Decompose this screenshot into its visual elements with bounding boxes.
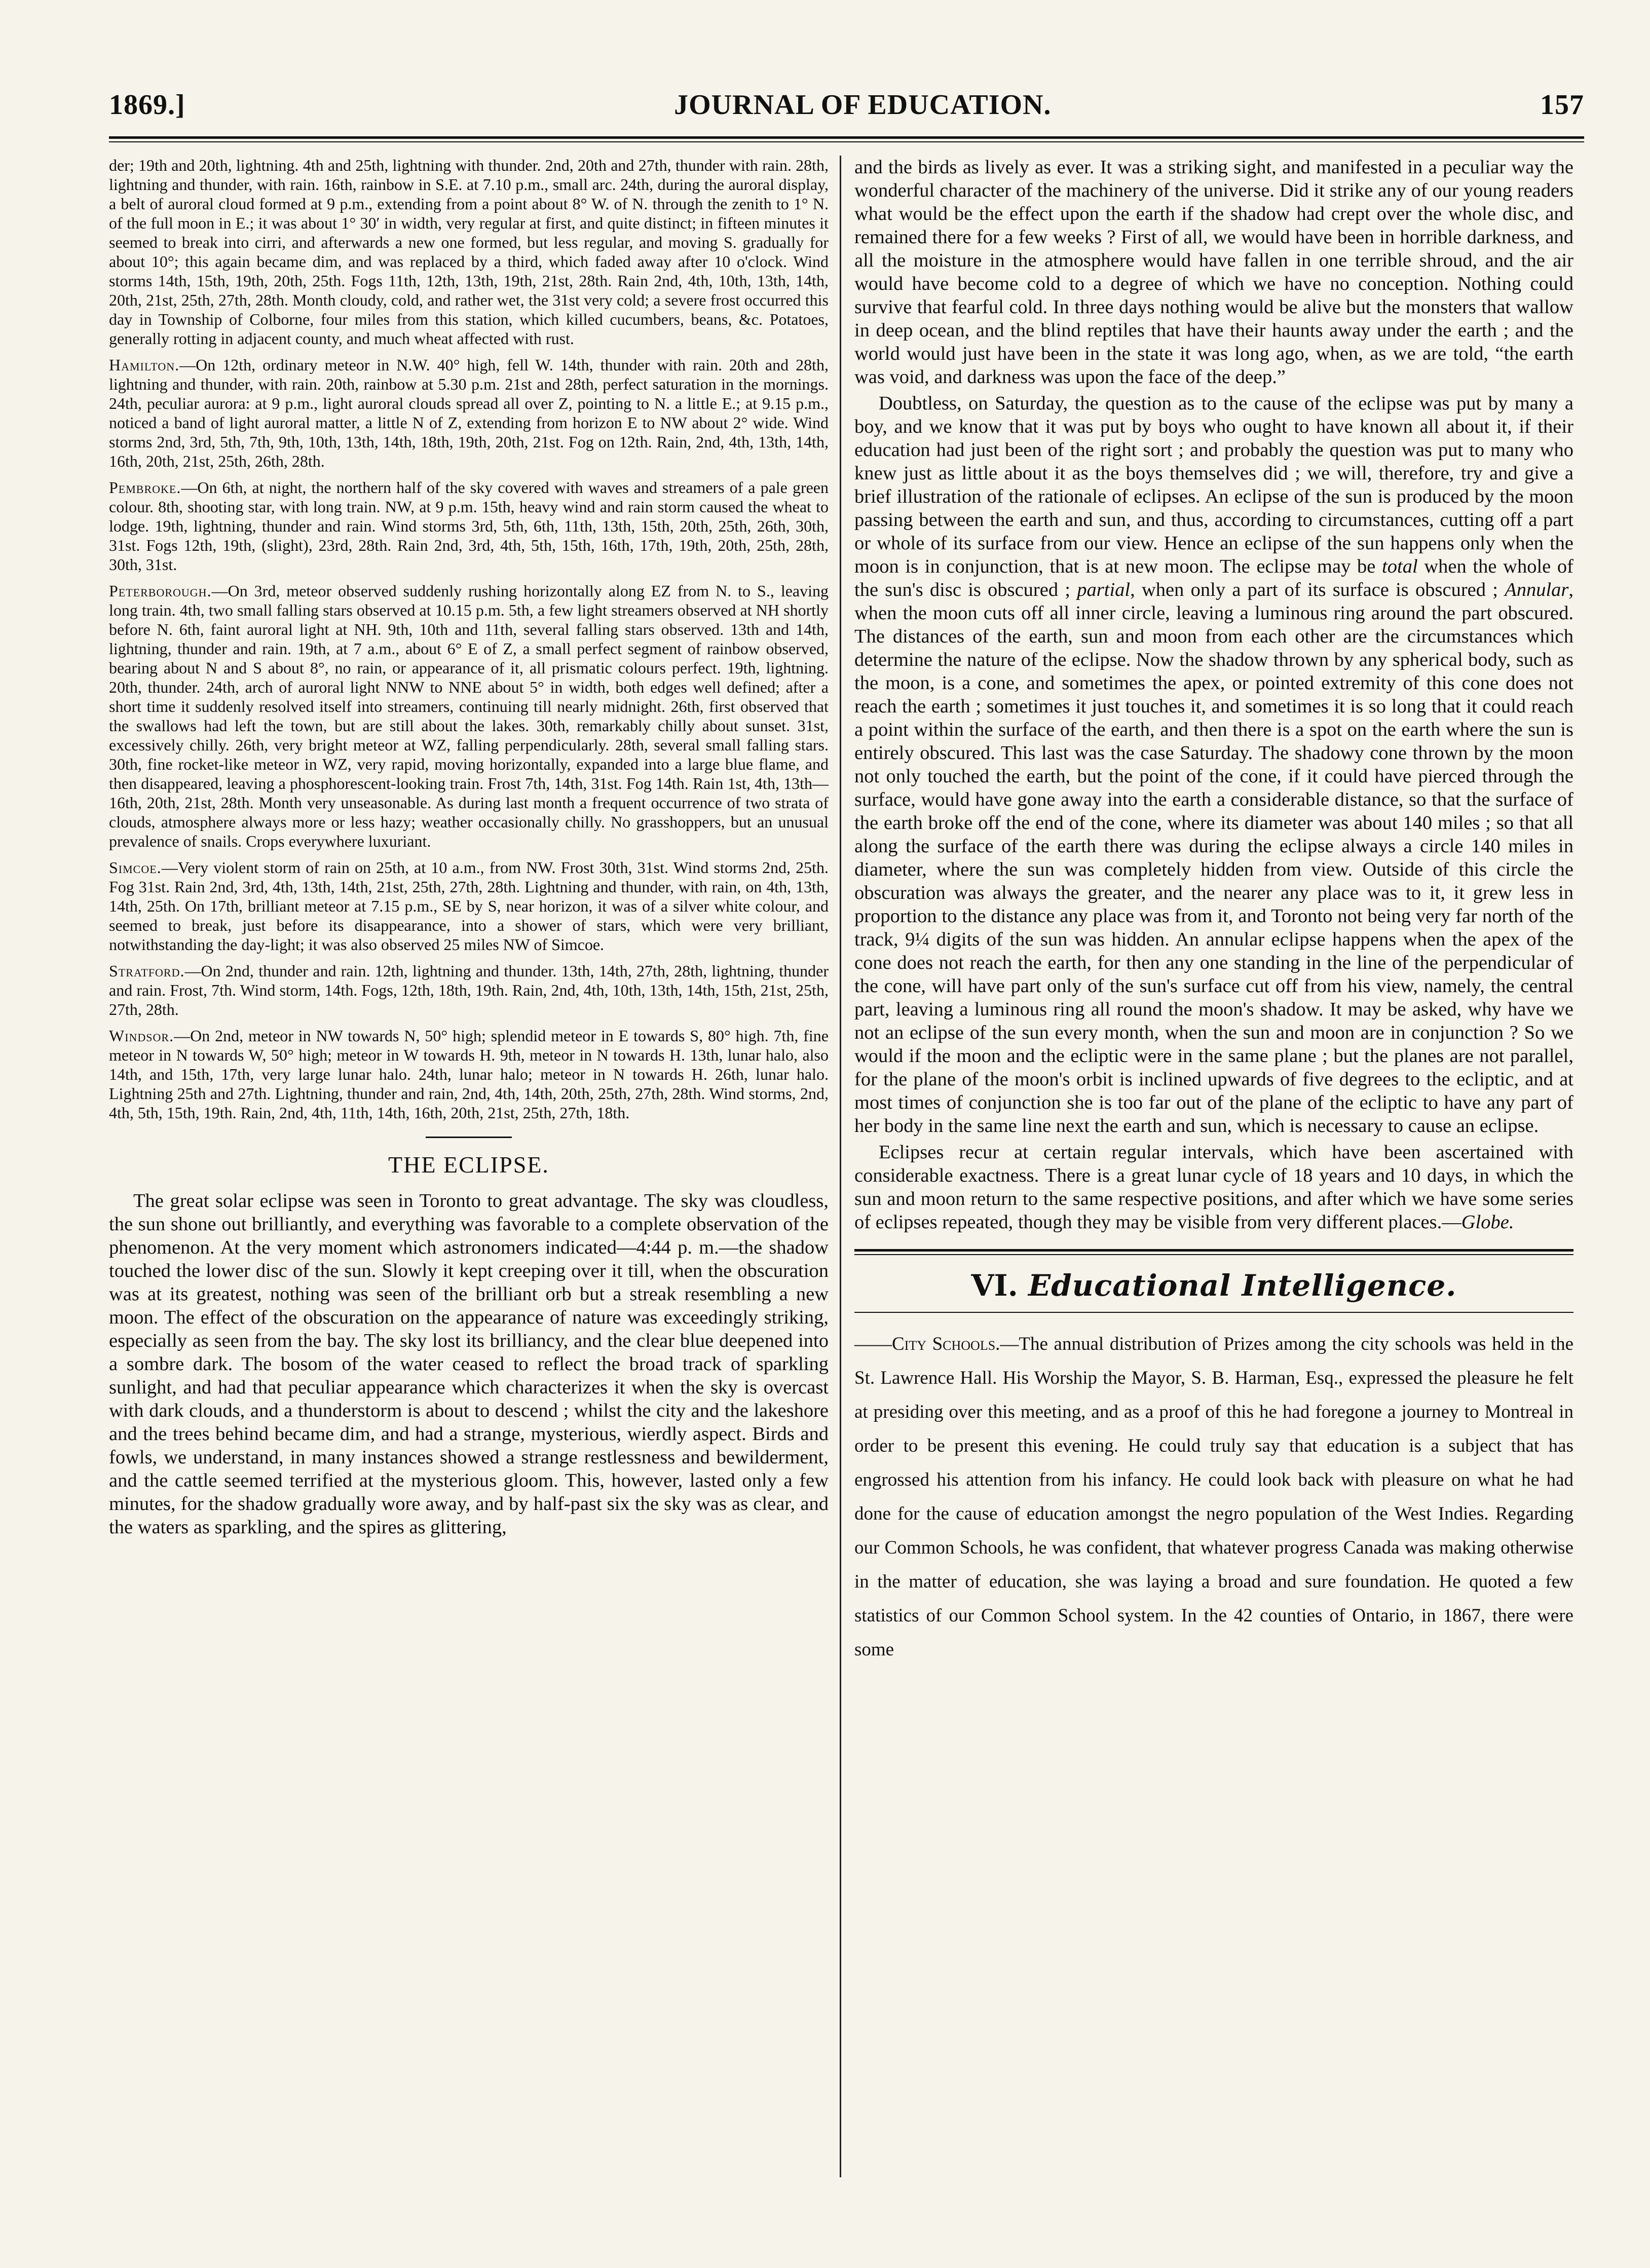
eclipse-source: Globe.	[1461, 1212, 1514, 1233]
eclipse-p2-part-b: when the whole of the sun's disc is obscured ;	[854, 556, 1573, 600]
eclipse-paragraph-1: The great solar eclipse was seen in Toronto to great advantage. The sky was cloudless, the sun shone out brilliantly, and everything was favorable to a complete observation of the phenomenon. At the very moment which astronomers indicated—4:44 p. m.—the shadow touched the lower disc of the sun. Slowly it kept creeping over it till, when the obscuration was at its greatest, nothing was seen of the brilliant orb but a streak resembling a new moon. The effect of the obscuration on the appearance of nature was exceedingly striking, especially as seen from the bay. The sky lost its brilliancy, and the clear blue deepened into a sombre dark. The bosom of the water ceased to reflect the broad track of sparkling sunlight, and had that peculiar appearance which characterizes it when the sky is overcast with dark clouds, and a thunderstorm is about to descend ; whilst the city and the lakeshore and the trees behind became dim, and had a strange, mysterious, wierdly aspect. Birds and fowls, we understand, in many instances showed a strange restlessness and bewilderment, and the cattle seemed terrified at the mysterious gloom. This, however, lasted only a few minutes, for the shadow gradually wore away, and by half-past six the sky was as clear, and the waters as sparkling, and the spires as glittering,	[109, 1190, 829, 1538]
eclipse-p2-part-c: , when only a part of its surface is obscured ;	[1130, 579, 1505, 600]
section-title: Educational Intelligence.	[1028, 1268, 1457, 1303]
eclipse-paragraph-continued: and the birds as lively as ever. It was a striking sight, and manifested in a peculiar way the wonderful character of the machinery of the universe. Did it strike any of our young readers what would be the effect upon the earth if the shadow had crept over the whole disc, and remained there for a few weeks ? First of all, we would have been in horrible darkness, and all the moisture in the atmosphere would have fallen in one terrible shroud, and the air would have become cold to a degree of which we have no conception. Nothing could survive that fearful cold. In three days nothing would be alive but the monsters that wallow in deep ocean, and the blind reptiles that have their haunts away under the earth ; and the world would just have been in the state it was long ago, when, as we are told, “the earth was void, and darkness was upon the face of the deep.”	[854, 157, 1573, 388]
eclipse-article-right	[854, 156, 1573, 1234]
left-column	[109, 156, 841, 2177]
report-pembroke-text: —On 6th, at night, the northern half of the sky covered with waves and streamers of a pale green colour. 8th, shooting star, with long train. NW, at 9 p.m. 15th, heavy wind and rain storm caused the wheat to lodge. 19th, lightning, thunder and rain. Wind storms 3rd, 5th, 6th, 11th, 13th, 15th, 20th, 25th, 26th, 30th, 31st. Fogs 12th, 19th, (slight), 23rd, 28th. Rain 2nd, 3rd, 4th, 5th, 15th, 16th, 17th, 19th, 20th, 25th, 28th, 30th, 31st.	[109, 478, 829, 574]
header-title: JOURNAL OF EDUCATION.	[674, 89, 1052, 121]
eclipse-paragraph-3	[854, 1141, 1573, 1234]
report-peterborough	[109, 581, 829, 851]
eclipse-term-total: total	[1382, 556, 1418, 577]
place-name-simcoe: Simcoe.	[109, 858, 162, 877]
two-column-body	[109, 156, 1584, 2177]
header-rule	[109, 136, 1584, 142]
report-pembroke	[109, 478, 829, 574]
report-windsor	[109, 1026, 829, 1122]
city-schools-lead: ——City Schools.	[854, 1334, 1000, 1354]
page-header	[109, 89, 1584, 129]
report-stratford	[109, 961, 829, 1019]
article-divider	[426, 1137, 512, 1138]
section-rule	[854, 1249, 1573, 1255]
report-hamilton-text: —On 12th, ordinary meteor in N.W. 40° high, fell W. 14th, thunder with rain. 20th and 28th, lightning and thunder, with rain. 20th, rainbow at 5.30 p.m. 21st and 28th, perfect saturation in the mornings. 24th, peculiar aurora: at 9 p.m., light auroral clouds spread all over Z, pointing to N. a little E.; at 9.15 p.m., noticed a band of light auroral matter, a little N of Z, extending from horizon E to NW about 2° wide. Wind storms 2nd, 3rd, 5th, 7th, 9th, 10th, 13th, 14th, 18th, 19th, 20th, 21st. Fog on 12th. Rain, 2nd, 4th, 13th, 14th, 16th, 20th, 21st, 25th, 26th, 28th.	[109, 356, 829, 470]
header-year: 1869.]	[109, 89, 185, 121]
eclipse-article-title: THE ECLIPSE.	[388, 1152, 549, 1178]
section-heading	[854, 1268, 1573, 1303]
right-column	[841, 156, 1573, 2177]
eclipse-p3-text: Eclipses recur at certain regular intervals, which have been ascertained with considerable exactness. There is a great lunar cycle of 18 years and 10 days, in which the sun and moon return to the same respective positions, and after which we have some series of eclipses repeated, though they may be visible from very different places.—	[854, 1142, 1573, 1233]
report-stratford-text: —On 2nd, thunder and rain. 12th, lightning and thunder. 13th, 14th, 27th, 28th, lightning, thunder and rain. Frost, 7th. Wind storm, 14th. Fogs, 12th, 18th, 19th. Rain, 2nd, 4th, 10th, 13th, 14th, 15th, 21st, 25th, 27th, 28th.	[109, 962, 829, 1018]
educational-intelligence	[854, 1327, 1573, 1667]
place-name-windsor: Windsor.	[109, 1027, 174, 1045]
report-simcoe-text: —Very violent storm of rain on 25th, at 10 a.m., from NW. Frost 30th, 31st. Wind storms 2nd, 25th. Fog 31st. Rain 2nd, 3rd, 4th, 13th, 14th, 21st, 25th, 27th, 28th. Lightning and thunder, with rain, on 4th, 13th, 14th, 25th. On 17th, brilliant meteor at 7.15 p.m., SE by S, near horizon, it was of a silver white colour, and seemed to break, just before its disappearance, into a shower of stars, which were very brilliant, notwithstanding the day-light; it was also observed 25 miles NW of Simcoe.	[109, 858, 829, 954]
header-page-number: 157	[1540, 89, 1584, 121]
city-schools-text: —The annual distribution of Prizes among the city schools was held in the St. Lawrence Hall. His Worship the Mayor, S. B. Harman, Esq., expressed the pleasure he felt at presiding over this meeting, and as a proof of this he had foregone a journey to Montreal in order to be present this evening. He could truly say that education is a subject that has engrossed his attention from his infancy. He could look back with pleasure on what he had done for the cause of education amongst the negro population of the West Indies. Regarding our Common Schools, he was confident, that whatever progress Canada was making otherwise in the matter of education, she was laying a broad and sure foundation. He quoted a few statistics of our Common School system. In the 42 counties of Ontario, in 1867, there were some	[854, 1334, 1573, 1660]
eclipse-p2-part-a: Doubtless, on Saturday, the question as to the cause of the eclipse was put by many a boy, and we know that it was put by boys who ought to have known all about it, if their education had just been of the right sort ; and probably the question was put to many who knew just as little about it as the boys themselves did ; we will, therefore, try and give a brief illustration of the rationale of eclipses. An eclipse of the sun is produced by the moon passing between the earth and sun, and thus, according to circumstances, cutting off a part or whole of its surface from our view. Hence an eclipse of the sun happens only when the moon is in conjunction, that is at new moon. The eclipse may be	[854, 393, 1573, 577]
section-number: VI.	[971, 1268, 1018, 1303]
place-name-pembroke: Pembroke.	[109, 478, 181, 497]
eclipse-article-left	[109, 1189, 829, 1539]
report-continuation: der; 19th and 20th, lightning. 4th and 25th, lightning with thunder. 2nd, 20th and 27th, thunder with rain. 28th, lightning and thunder, with rain. 16th, rainbow in S.E. at 7.10 p.m., small arc. 24th, during the auroral display, a belt of auroral cloud formed at 9 p.m., extending from a point about 8° W. of N. through the zenith to 1° N. of the full moon in E.; it was about 1° 30′ in width, very regular at first, and quite distinct; in fifteen minutes it seemed to break into cirri, and afterwards a new one formed, but less regular, and moving S. gradually for about 10°; this again became dim, and was replaced by a third, which faded away after 10 o'clock. Wind storms 14th, 15th, 19th, 20th, 25th. Fogs 11th, 12th, 13th, 19th, 21st, 28th. Rain 2nd, 4th, 10th, 13th, 14th, 20th, 21st, 25th, 27th, 28th. Month cloudy, cold, and rather wet, the 31st very cold; a severe frost occurred this day in Township of Colborne, four miles from this station, which killed cucumbers, beans, &c. Potatoes, generally rotting in adjacent county, and much wheat affected with rust.	[109, 156, 829, 348]
report-hamilton	[109, 355, 829, 471]
meteorological-reports	[109, 156, 829, 1122]
report-windsor-text: —On 2nd, meteor in NW towards N, 50° high; splendid meteor in E towards S, 80° high. 7th, fine meteor in N towards W, 50° high; meteor in W towards H. 9th, meteor in N towards H. 13th, lunar halo, also 14th, and 15th, 17th, very large lunar halo. 24th, lunar halo; meteor in N towards H. 26th, lunar halo. Lightning 25th and 27th. Lightning, thunder and rain, 2nd, 4th, 14th, 20th, 25th, 27th, 28th. Wind storms, 2nd, 4th, 5th, 15th, 19th. Rain, 2nd, 4th, 11th, 14th, 16th, 20th, 21st, 25th, 27th, 18th.	[109, 1027, 829, 1122]
place-name-hamilton: Hamilton.	[109, 356, 180, 374]
eclipse-p2-part-d: , when the moon cuts off all inner circle, leaving a luminous ring around the part obscured. The distances of the earth, sun and moon from each other are the circumstances which determine the nature of the eclipse. Now the shadow thrown by any spherical body, such as the moon, is a cone, and sometimes the apex, or pointed extremity of this cone does not reach the earth ; sometimes it just touches it, and sometimes it is so long that it could reach a point within the surface of the earth, and then there is a spot on the earth where the sun is entirely obscured. This last was the case Saturday. The shadowy cone thrown by the moon not only touched the earth, but the point of the cone, if it could have pierced through the surface, would have gone away into the earth a considerable distance, so that the surface of the earth broke off the end of the cone, where its diameter was about 140 miles ; so that all along the surface of the earth there was during the eclipse always a circle 140 miles in diameter, where the sun was completely hidden from view. Outside of this circle the obscuration was always the greater, and the nearer any place was to it, it grew less in proportion to the distance any place was from it, and Toronto not being very far north of the track, 9¼ digits of the sun was hidden. An annular eclipse happens when the apex of the cone does not reach the earth, for then any one standing in the line of the perpendicular of the cone, will have part only of the sun's surface cut off from his view, namely, the central part, leaving a luminous ring all round the moon's shadow. It may be asked, why have we not an eclipse of the sun every month, when the sun and moon are in conjunction ? So we would if the moon and the ecliptic were in the same plane ; but the planes are not parallel, for the plane of the moon's orbit is inclined upwards of five degrees to the ecliptic, and at most times of conjunction she is too far out of the plane of the ecliptic to have any part of her body in the same line next the earth and sun, which is necessary to cause an eclipse.	[854, 579, 1573, 1137]
report-peterborough-text: —On 3rd, meteor observed suddenly rushing horizontally along EZ from N. to S., leaving long train. 4th, two small falling stars observed at 10.15 p.m. 5th, a few light streamers observed at NH shortly before N. 6th, faint auroral light at NH. 9th, 10th and 11th, several falling stars observed. 13th and 14th, lightning, thunder and rain. 19th, at 7 a.m., about 6° E of Z, a small perfect segment of rainbow observed, bearing about N and S about 8°, no rain, or appearance of it, all prismatic colours perfect. 19th, lightning. 20th, thunder. 24th, arch of auroral light NNW to NNE about 5° in width, both edges well defined; after a short time it suddenly resolved itself into streamers, continuing till nearly midnight. 26th, first observed that the swallows had left the town, but are still about the lakes. 30th, remarkably chilly about sunset. 31st, excessively chilly. 26th, very bright meteor at WZ, falling perpendicularly. 28th, several small falling stars. 30th, fine rocket-like meteor in WZ, very rapid, moving horizontally, expanded into a large blue flame, and then disappeared, leaving a phosphorescent-looking train. Frost 7th, 14th, 31st. Fog 14th. Rain 1st, 4th, 13th—16th, 20th, 21st, 28th. Month very unseasonable. As during last month a frequent occurrence of two strata of clouds, atmosphere always more or less hazy; weather occasionally chilly. No grasshoppers, but an unusual prevalence of snails. Crops everywhere luxuriant.	[109, 582, 829, 850]
section-subrule	[854, 1312, 1573, 1313]
city-schools-paragraph	[854, 1327, 1573, 1667]
place-name-peterborough: Peterborough.	[109, 582, 212, 600]
eclipse-term-partial: partial	[1077, 579, 1131, 600]
eclipse-paragraph-2	[854, 392, 1573, 1138]
report-simcoe	[109, 858, 829, 954]
place-name-stratford: Stratford.	[109, 962, 185, 980]
eclipse-term-annular: Annular	[1505, 579, 1569, 600]
